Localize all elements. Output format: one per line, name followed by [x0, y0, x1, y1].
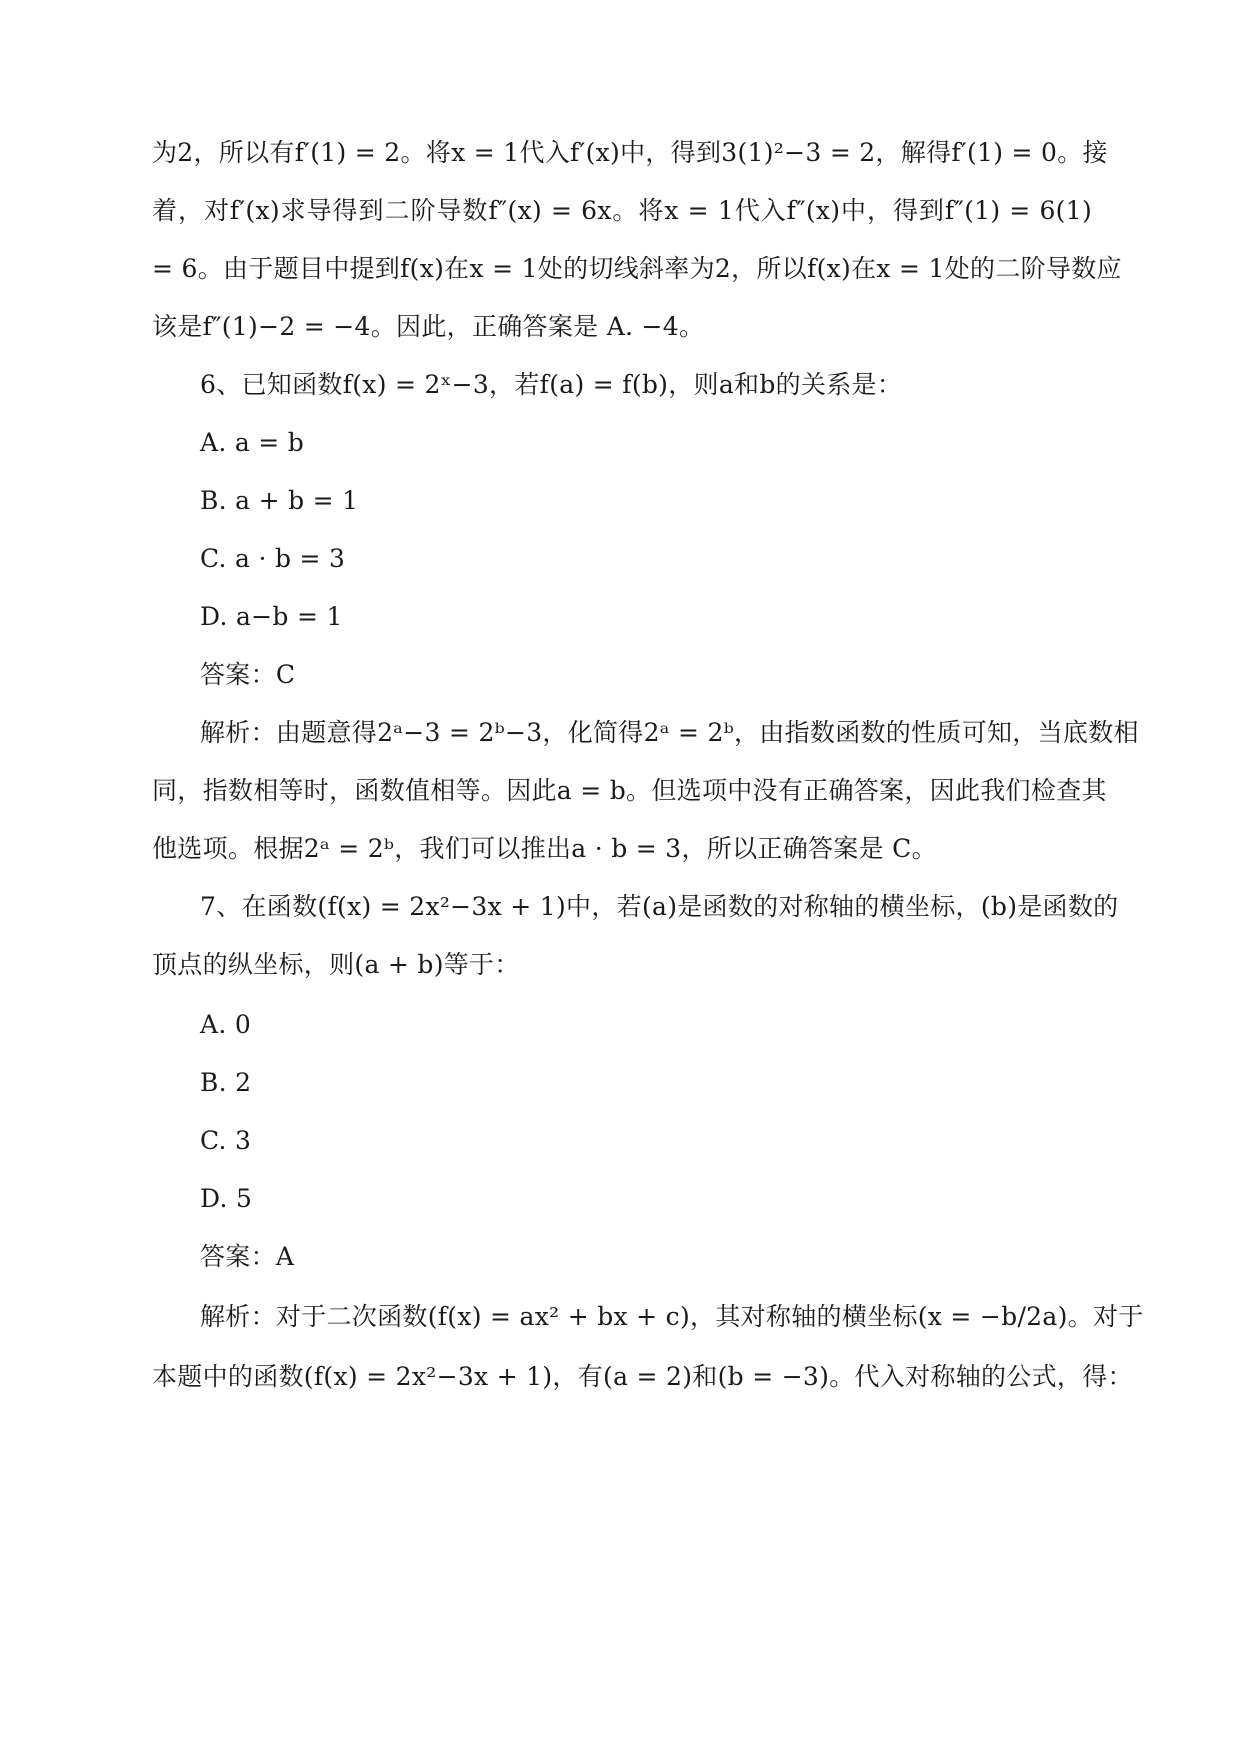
continuation-line-2: 着，对f′(x)求导得到二阶导数f″(x) = 6x。将x = 1代入f″(x)中，得到f″(1) = 6(1): [152, 196, 1092, 225]
q6-option-d: D. a−b = 1: [200, 602, 343, 631]
q7-analysis-line-2: 本题中的函数(f(x) = 2x²−3x + 1)，有(a = 2)和(b = −3)。代入对称轴的公式，得：: [152, 1362, 1133, 1391]
q7-answer: 答案：A: [200, 1242, 295, 1271]
q7-option-c: C. 3: [200, 1126, 252, 1155]
q6-option-b: B. a + b = 1: [200, 486, 359, 515]
q6-analysis-line-2: 同，指数相等时，函数值相等。因此a = b。但选项中没有正确答案，因此我们检查其: [152, 776, 1107, 805]
continuation-line-4: 该是f″(1)−2 = −4。因此，正确答案是 A. −4。: [152, 312, 705, 341]
q6-option-a: A. a = b: [200, 428, 305, 457]
continuation-line-3: = 6。由于题目中提到f(x)在x = 1处的切线斜率为2，所以f(x)在x = 1处的二阶导数应: [152, 254, 1122, 283]
q6-analysis-line-1: 解析：由题意得2ᵃ−3 = 2ᵇ−3，化简得2ᵃ = 2ᵇ，由指数函数的性质可知，当底数相: [200, 718, 1139, 747]
q6-answer: 答案：C: [200, 660, 296, 689]
q6-analysis-line-3: 他选项。根据2ᵃ = 2ᵇ，我们可以推出a · b = 3，所以正确答案是 C。: [152, 834, 937, 863]
q7-option-d: D. 5: [200, 1184, 253, 1213]
q7-stem-line-1: 7、在函数(f(x) = 2x²−3x + 1)中，若(a)是函数的对称轴的横坐标，(b)是函数的: [200, 892, 1119, 921]
q7-option-b: B. 2: [200, 1068, 252, 1097]
q7-stem-line-2: 顶点的纵坐标，则(a + b)等于：: [152, 950, 520, 979]
q7-option-a: A. 0: [200, 1010, 252, 1039]
q7-analysis-line-1: 解析：对于二次函数(f(x) = ax² + bx + c)，其对称轴的横坐标(x = −b/2a)。对于: [200, 1302, 1144, 1331]
q6-option-c: C. a · b = 3: [200, 544, 346, 573]
continuation-line-1: 为2，所以有f′(1) = 2。将x = 1代入f′(x)中，得到3(1)²−3 = 2，解得f′(1) = 0。接: [152, 138, 1108, 167]
q6-stem: 6、已知函数f(x) = 2ˣ−3，若f(a) = f(b)，则a和b的关系是：: [200, 370, 903, 399]
